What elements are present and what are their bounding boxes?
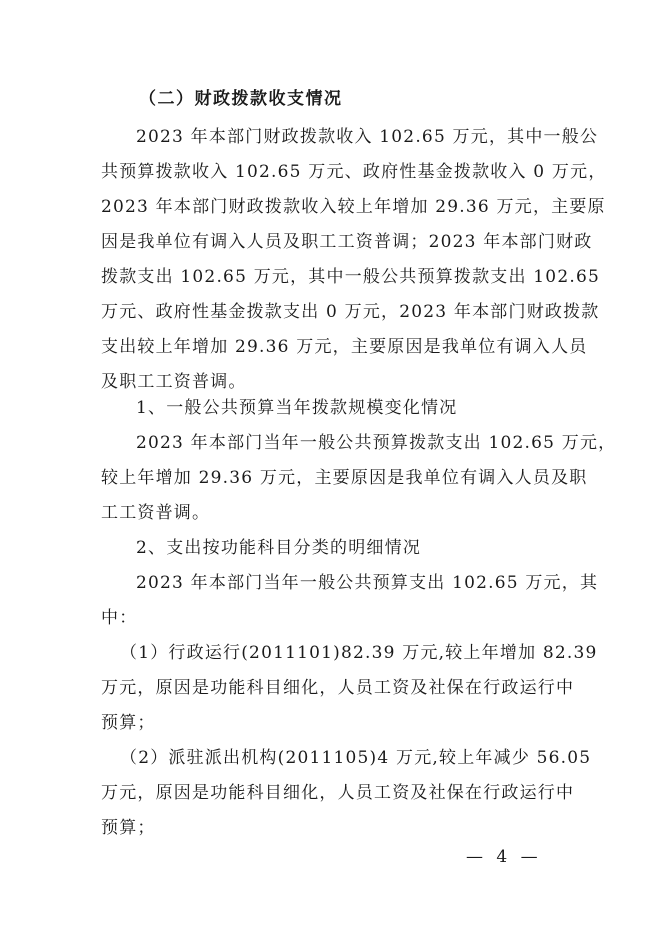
- list-item-2-line: 万元，原因是功能科目细化，人员工资及社保在行政运行中: [101, 783, 575, 803]
- list-item-2-line: （2）派驻派出机构(2011105)4 万元,较上年减少 56.05: [120, 748, 592, 768]
- paragraph-line: 共预算拨款收入 102.65 万元、政府性基金拨款收入 0 万元，: [101, 162, 607, 182]
- paragraph-line: 2023 年本部门财政拨款收入 102.65 万元，其中一般公: [136, 127, 599, 147]
- paragraph-line: 万元、政府性基金拨款支出 0 万元，2023 年本部门财政拨款: [101, 302, 600, 322]
- paragraph-line: 拨款支出 102.65 万元，其中一般公共预算拨款支出 102.65: [101, 267, 600, 287]
- paragraph-line: 工工资普调。: [101, 503, 211, 523]
- subsection-heading-1: 1、一般公共预算当年拨款规模变化情况: [136, 398, 458, 418]
- paragraph-line: 2023 年本部门当年一般公共预算拨款支出 102.65 万元，: [136, 433, 617, 453]
- paragraph-line: 因是我单位有调入人员及职工工资普调；2023 年本部门财政: [101, 232, 593, 252]
- list-item-1-line: 万元，原因是功能科目细化，人员工资及社保在行政运行中: [101, 678, 575, 698]
- paragraph-line: 较上年增加 29.36 万元，主要原因是我单位有调入人员及职: [101, 468, 588, 488]
- paragraph-line: 中：: [101, 608, 138, 628]
- subsection-heading-2: 2、支出按功能科目分类的明细情况: [136, 538, 422, 558]
- list-item-1-line: 预算；: [101, 713, 156, 733]
- list-item-1-line: （1）行政运行(2011101)82.39 万元,较上年增加 82.39: [120, 643, 598, 663]
- paragraph-line: 2023 年本部门财政拨款收入较上年增加 29.36 万元，主要原: [101, 197, 606, 217]
- paragraph-line: 支出较上年增加 29.36 万元，主要原因是我单位有调入人员: [101, 337, 588, 357]
- paragraph-line: 及职工工资普调。: [101, 372, 247, 392]
- paragraph-line: 2023 年本部门当年一般公共预算支出 102.65 万元，其: [136, 573, 599, 593]
- page-number: — 4 —: [466, 847, 542, 867]
- section-heading: （二）财政拨款收支情况: [139, 89, 343, 109]
- list-item-2-line: 预算；: [101, 818, 156, 838]
